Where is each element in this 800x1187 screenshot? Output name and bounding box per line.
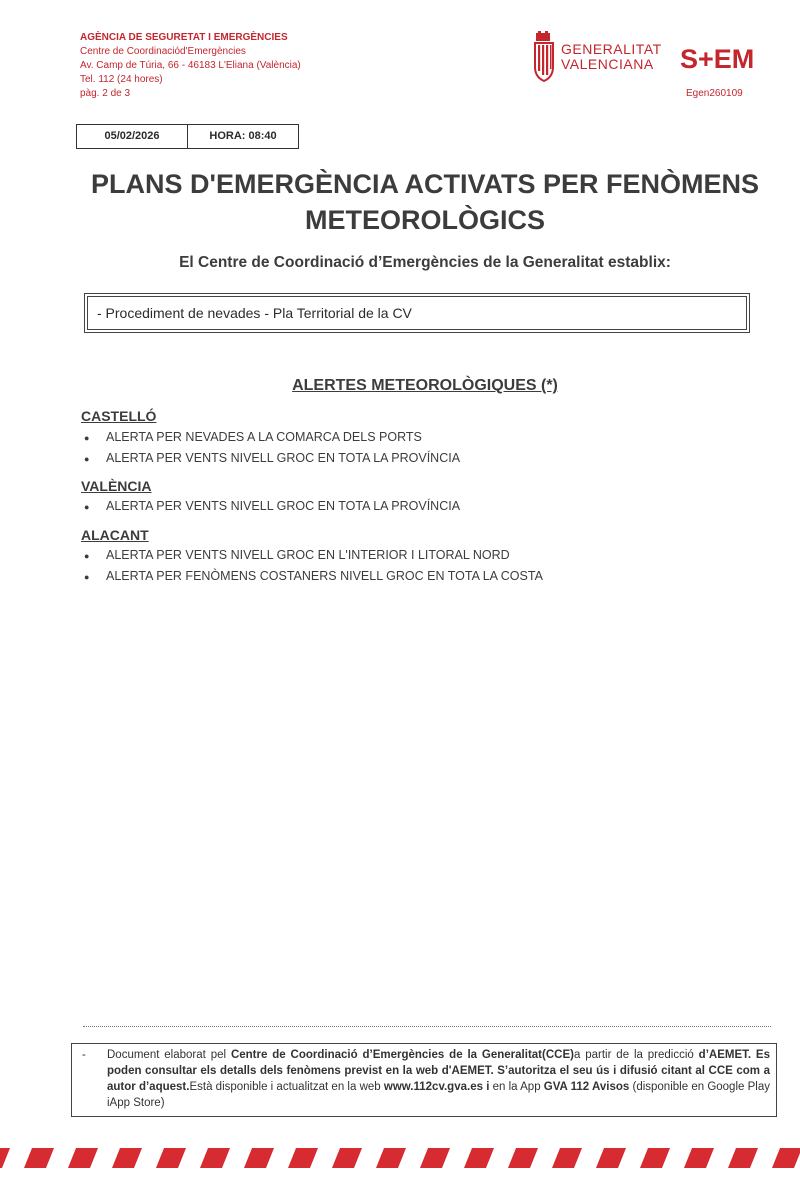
footer-aemet-note: d’AEMET. Es poden consultar els detalls dels fenòmens previst en la web d'AEMET. S’autoritza el seu ús i difusió citant al CCE com a autor d’aquest. xyxy=(107,1049,770,1093)
alert-item xyxy=(84,548,510,562)
tape-stripe xyxy=(112,1148,142,1168)
footer-app-name: GVA 112 Avisos xyxy=(543,1081,630,1093)
tape-stripe xyxy=(684,1148,714,1168)
tape-stripe xyxy=(244,1148,274,1168)
time-value: HORA: 08:40 xyxy=(187,125,298,148)
hazard-tape-decoration xyxy=(0,1146,800,1170)
footer-disclaimer xyxy=(71,1043,777,1117)
tape-stripe xyxy=(420,1148,450,1168)
alert-text: ALERTA PER FENÒMENS COSTANERS NIVELL GROC EN TOTA LA COSTA xyxy=(106,569,543,583)
agency-name: AGÈNCIA DE SEGURETAT I EMERGÈNCIES xyxy=(80,32,288,43)
region-heading-valencia: VALÈNCIA xyxy=(81,478,152,494)
footer-cce-name: Centre de Coordinació d’Emergències de la Generalitat(CCE) xyxy=(230,1049,574,1061)
bullet-icon: ● xyxy=(84,571,90,582)
agency-header xyxy=(80,31,301,101)
tape-stripe xyxy=(508,1148,538,1168)
footer-divider xyxy=(83,1026,771,1027)
footer-text-part: Està disponible i actualitzat en la web xyxy=(189,1081,384,1093)
bullet-icon: ● xyxy=(84,550,90,561)
alert-item xyxy=(84,430,422,444)
alert-item xyxy=(84,569,543,583)
alert-text: ALERTA PER VENTS NIVELL GROC EN TOTA LA PROVÍNCIA xyxy=(106,451,461,465)
bullet-icon: ● xyxy=(84,453,90,464)
address: Av. Camp de Túria, 66 - 46183 L'Eliana (València) xyxy=(80,60,301,71)
bullet-icon: ● xyxy=(84,501,90,512)
region-heading-alacant: ALACANT xyxy=(81,527,149,543)
tape-stripe xyxy=(68,1148,98,1168)
region-heading-castello: CASTELLÓ xyxy=(81,408,157,424)
active-plan-text: - Procediment de nevades - Pla Territorial de la CV xyxy=(87,296,747,330)
alerts-heading: ALERTES METEOROLÒGIQUES (*) xyxy=(292,377,558,394)
date-value: 05/02/2026 xyxy=(104,130,160,142)
alert-text: ALERTA PER VENTS NIVELL GROC EN TOTA LA PROVÍNCIA xyxy=(106,499,461,513)
tape-stripe xyxy=(464,1148,494,1168)
generalitat-emblem-icon xyxy=(533,31,555,83)
tape-stripe xyxy=(596,1148,626,1168)
alert-text: ALERTA PER NEVADES A LA COMARCA DELS PORTS xyxy=(106,430,422,444)
tape-stripe xyxy=(200,1148,230,1168)
page-number: pàg. 2 de 3 xyxy=(80,88,131,99)
gva-line2: VALENCIANA xyxy=(561,56,654,72)
tape-stripe xyxy=(332,1148,362,1168)
tape-stripe xyxy=(376,1148,406,1168)
alert-text: ALERTA PER VENTS NIVELL GROC EN L'INTERIOR I LITORAL NORD xyxy=(106,548,510,562)
alert-item xyxy=(84,499,460,513)
footer-text-part: (disponible en Google Play iApp Store) xyxy=(107,1081,770,1109)
phone: Tel. 112 (24 hores) xyxy=(80,74,163,85)
footer-dash: - xyxy=(82,1049,86,1061)
title-line-2: METEOROLÒGICS xyxy=(304,205,545,235)
document-code: Egen260109 xyxy=(686,88,743,99)
tape-stripe xyxy=(288,1148,318,1168)
title-line-1: PLANS D'EMERGÈNCIA ACTIVATS PER FENÒMENS xyxy=(91,169,759,199)
alert-item xyxy=(84,451,460,465)
tape-stripe xyxy=(728,1148,758,1168)
tape-stripe xyxy=(0,1148,10,1168)
tape-stripe xyxy=(772,1148,800,1168)
page-title xyxy=(60,166,790,238)
tape-stripe xyxy=(640,1148,670,1168)
date-time-box xyxy=(76,124,299,149)
footer-text xyxy=(107,1047,770,1111)
gva-line1: GENERALITAT xyxy=(561,41,662,57)
tape-stripe xyxy=(552,1148,582,1168)
tape-stripe xyxy=(24,1148,54,1168)
tape-stripe xyxy=(156,1148,186,1168)
bullet-icon: ● xyxy=(84,432,90,443)
footer-text-part: a partir de la predicció xyxy=(573,1049,699,1061)
generalitat-logo xyxy=(533,31,662,83)
footer-text-part: Document elaborat pel xyxy=(107,1049,231,1061)
footer-website-link[interactable]: www.112cv.gva.es i xyxy=(383,1081,490,1093)
sem-logo: S+EM xyxy=(680,44,755,74)
footer-text-part: en la App xyxy=(489,1081,544,1093)
subtitle: El Centre de Coordinació d’Emergències de la Generalitat establix: xyxy=(179,254,671,271)
center-name: Centre de Coordinaciód'Emergències xyxy=(80,46,246,57)
active-plan-box xyxy=(84,293,750,333)
